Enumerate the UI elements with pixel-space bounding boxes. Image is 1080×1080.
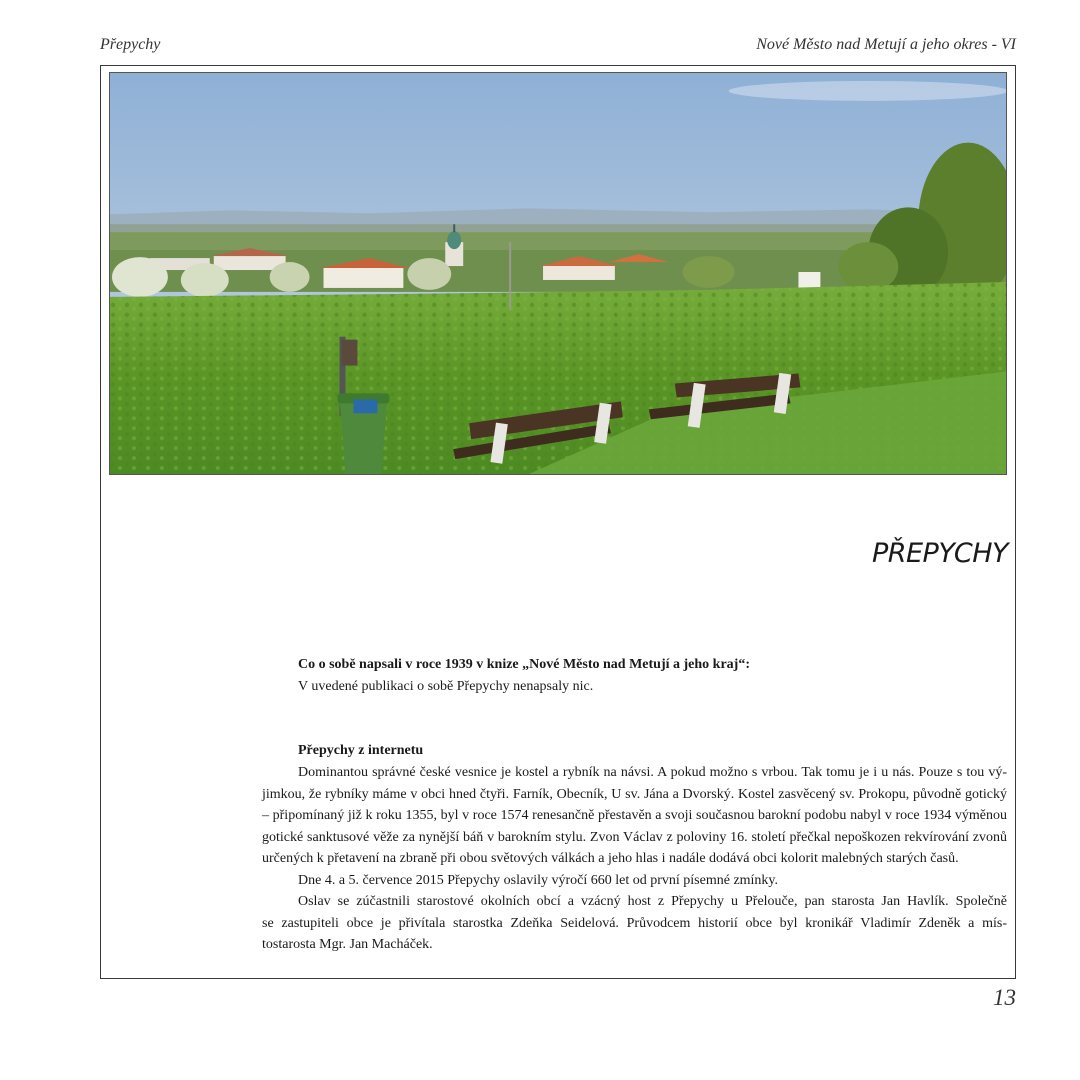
- paragraph-line: Dominantou správné české vesnice je kostel a rybník na návsi. A pokud možno s vrbou. Tak tomu je i u nás. Pouze s tou vý-: [298, 765, 1007, 780]
- section-heading-1939: Co o sobě napsali v roce 1939 v knize „Nové Město nad Metují a jeho kraj“:: [298, 657, 750, 672]
- landscape-illustration: [110, 73, 1006, 474]
- paragraph-line: jimkou, že rybníky máme v obci hned čtyři. Farník, Obecník, U sv. Jána a Dvorský. Kostel zasvěcený sv. Prokopu, původně gotický: [262, 786, 1007, 802]
- paragraph-line: Oslav se zúčastnili starostové okolních obcí a vzácný host z Přepychy u Přelouče, pan starosta Jan Havlík. Společně: [298, 894, 1007, 909]
- blossom-tree: [112, 257, 168, 297]
- landscape-photo: [109, 72, 1007, 475]
- page-number: 13: [993, 985, 1016, 1010]
- body-text: [262, 762, 1007, 956]
- section-text-1939: V uvedené publikaci o sobě Přepychy nenapsaly nic.: [298, 679, 594, 694]
- running-header-left: Přepychy: [100, 36, 161, 53]
- paragraph-line: určených k přetavení na zbraně při obou světových válkách a jeho hlas i nadále dodává obci kolorit malebných starých časů.: [262, 851, 959, 866]
- section-heading-internet: Přepychy z internetu: [298, 743, 424, 758]
- paragraph-line: se zastupiteli obce je přivítala starostka Zdeňka Seidelová. Průvodcem historií obce byl kronikář Vladimír Zdeněk a mís-: [262, 915, 1007, 931]
- paragraph-line: – připomínaný již k roku 1355, byl v roce 1574 renesančně přestavěn a svoji současnou barokní podobu nabyl v roce 1934 výměnou: [262, 808, 1007, 823]
- paragraph-line: tostarosta Mgr. Jan Macháček.: [262, 937, 433, 952]
- paragraph-line: gotické sanktusové věže za nynější báň v barokním stylu. Zvon Václav z poloviny 16. století přečkal nepoškozen rekvírování zvonů: [262, 829, 1007, 845]
- paragraph-line: Dne 4. a 5. července 2015 Přepychy oslavily výročí 660 let od první písemné zmínky.: [298, 872, 779, 888]
- running-header-right: Nové Město nad Metují a jeho okres - VI: [756, 36, 1016, 53]
- page-title: PŘEPYCHY: [871, 538, 1008, 569]
